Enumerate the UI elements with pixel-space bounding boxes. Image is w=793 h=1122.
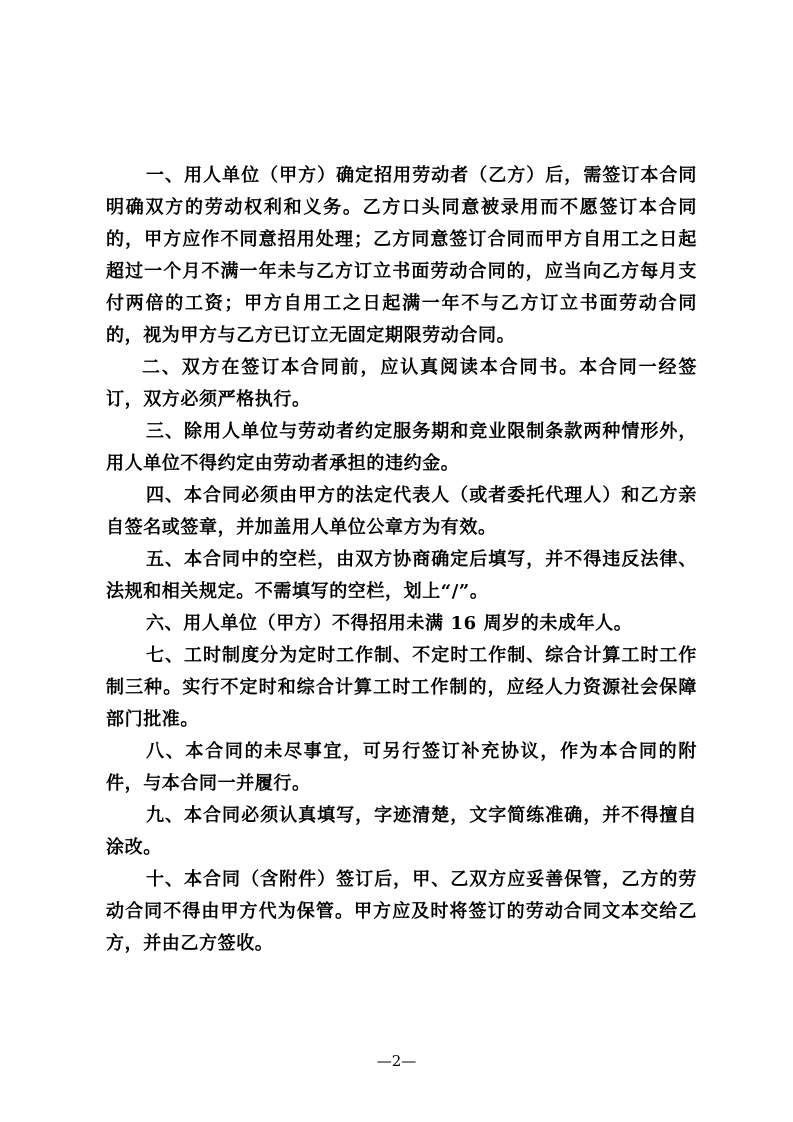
contract-notes bbox=[106, 160, 697, 960]
clause-5: 五、本合同中的空栏，由双方协商确定后填写，并不得违反法律、法规和相关规定。不需填写的空栏，划上“/”。 bbox=[106, 549, 697, 602]
clause-2: 二、双方在签订本合同前，应认真阅读本合同书。本合同一经签订，双方必须严格执行。 bbox=[106, 357, 697, 410]
clause-4: 四、本合同必须由甲方的法定代表人（或者委托代理人）和乙方亲自签名或签章，并加盖用人单位公章方为有效。 bbox=[106, 485, 697, 538]
clause-7: 七、工时制度分为定时工作制、不定时工作制、综合计算工时工作制三种。实行不定时和综合计算工时工作制的，应经人力资源社会保障部门批准。 bbox=[106, 645, 697, 730]
clause-8: 八、本合同的未尽事宜，可另行签订补充协议，作为本合同的附件，与本合同一并履行。 bbox=[106, 741, 697, 794]
clause-6: 六、用人单位（甲方）不得招用未满 16 周岁的未成年人。 bbox=[146, 613, 633, 634]
clause-9: 九、本合同必须认真填写，字迹清楚，文字简练准确，并不得擅自涂改。 bbox=[106, 805, 697, 858]
clause-10: 十、本合同（含附件）签订后，甲、乙双方应妥善保管，乙方的劳动合同不得由甲方代为保管。甲方应及时将签订的劳动合同文本交给乙方，并由乙方签收。 bbox=[106, 869, 697, 954]
clause-1: 一、用人单位（甲方）确定招用劳动者（乙方）后，需签订本合同明确双方的劳动权利和义务。乙方口头同意被录用而不愿签订本合同的，甲方应作不同意招用处理；乙方同意签订合同而甲方自用工之日起超过一个月不满一年未与乙方订立书面劳动合同的，应当向乙方每月支付两倍的工资；甲方自用工之日起满一年不与乙方订立书面劳动合同的，视为甲方与乙方已订立无固定期限劳动合同。 bbox=[106, 165, 697, 346]
clause-3: 三、除用人单位与劳动者约定服务期和竞业限制条款两种情形外，用人单位不得约定由劳动者承担的违约金。 bbox=[106, 421, 697, 474]
page-number: —2— bbox=[376, 1052, 417, 1070]
